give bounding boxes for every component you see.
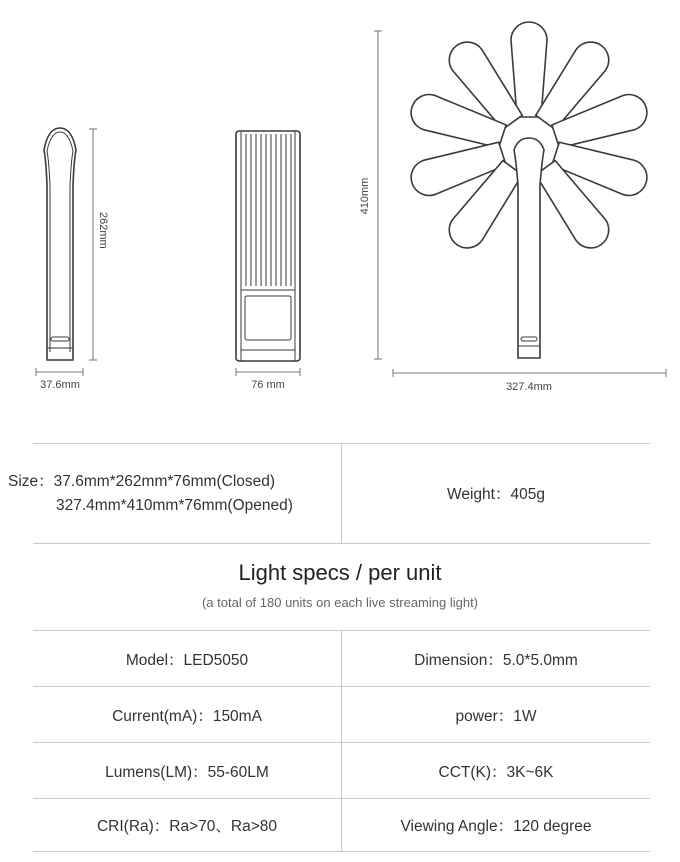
spec-viewing-angle: Viewing Angle：120 degree: [400, 818, 592, 835]
spec-current: Current(mA)：150mA: [112, 707, 262, 725]
closed-depth-label: 76 mm: [251, 379, 285, 391]
spec-model: Model：LED5050: [125, 651, 249, 669]
closed-depth-dimension: [236, 368, 300, 376]
closed-front-view: [236, 131, 300, 361]
open-height-dimension: [374, 31, 382, 359]
size-label: Size：: [8, 473, 54, 490]
spec-dimension: Dimension：5.0*5.0mm: [414, 651, 578, 669]
closed-width-dimension: [36, 368, 83, 376]
section-subtitle: (a total of 180 units on each live streaming light): [201, 595, 479, 610]
closed-width-label: 37.6mm: [40, 379, 80, 391]
specs-divider-bottom: [33, 851, 650, 852]
opened-fan-view: [406, 22, 651, 358]
spec-cct: CCT(K)：3K~6K: [438, 763, 554, 781]
closed-height-label: 262mm: [97, 212, 109, 249]
size-closed: 37.6mm*262mm*76mm(Closed): [53, 473, 276, 490]
fan-petal: [511, 22, 547, 117]
closed-side-view: [44, 128, 76, 360]
divider-size-bottom: [33, 543, 650, 544]
open-height-label: 410mm: [359, 177, 371, 215]
closed-height-dimension: [89, 129, 97, 360]
spec-power: power：1W: [455, 707, 537, 725]
spec-lumens: Lumens(LM)：55-60LM: [105, 763, 269, 781]
size-opened: 327.4mm*410mm*76mm(Opened): [56, 497, 293, 514]
open-width-label: 327.4mm: [506, 381, 552, 393]
weight-info: Weight：405g: [447, 486, 545, 503]
spec-cri: CRI(Ra)：Ra>70、Ra>80: [96, 818, 278, 835]
section-title: Light specs / per unit: [238, 560, 442, 585]
open-width-dimension: [393, 369, 666, 377]
size-info: [8, 470, 293, 518]
